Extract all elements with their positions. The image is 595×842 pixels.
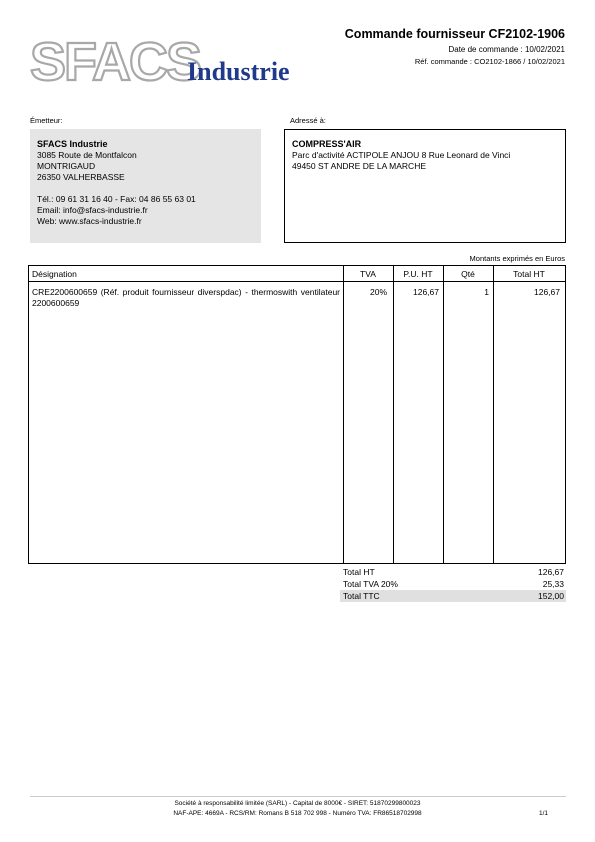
recipient-box — [284, 129, 566, 243]
logo-main-text: SFACS — [30, 32, 201, 90]
column-divider — [343, 266, 344, 563]
col-header-quantity: Qté — [461, 269, 475, 279]
sender-address-line: 3085 Route de Montfalcon — [37, 150, 137, 160]
total-ht-row — [340, 566, 566, 578]
recipient-address-line: Parc d'activité ACTIPOLE ANJOU 8 Rue Leonard de Vinci — [292, 150, 511, 160]
sender-postcode: 26350 VALHERBASSE — [37, 172, 125, 182]
recipient-name: COMPRESS'AIR — [292, 139, 362, 149]
footer-legal-line-2: NAF-APE: 4669A - RCS/RM: Romans B 518 702 998 - Numéro TVA: FR86518702998 — [173, 810, 422, 817]
row-quantity: 1 — [484, 287, 489, 297]
row-total: 126,67 — [534, 287, 560, 297]
sender-label: Émetteur: — [30, 116, 63, 125]
sender-email: Email: info@sfacs-industrie.fr — [37, 205, 148, 215]
total-ht-label: Total HT — [343, 567, 375, 577]
sender-city: MONTRIGAUD — [37, 161, 96, 171]
row-designation: CRE2200600659 (Réf. produit fournisseur diverspdac) - thermoswith ventilateur 2200600659 — [32, 287, 340, 308]
footer-legal-line-1: Société à responsabilité limitée (SARL) - Capital de 8000€ - SIRET: 51870299800023 — [174, 800, 421, 807]
total-ttc-value: 152,00 — [538, 591, 564, 601]
currency-note: Montants exprimés en Euros — [469, 254, 565, 263]
sender-web: Web: www.sfacs-industrie.fr — [37, 216, 142, 226]
company-logo — [30, 30, 320, 90]
col-header-tva: TVA — [360, 269, 376, 279]
row-tva: 20% — [369, 287, 387, 297]
total-tva-row — [340, 578, 566, 590]
order-date: Date de commande : 10/02/2021 — [448, 45, 565, 54]
row-unit-price: 126,67 — [413, 287, 439, 297]
total-tva-label: Total TVA 20% — [343, 579, 398, 589]
column-divider — [443, 266, 444, 563]
column-divider — [393, 266, 394, 563]
order-reference: Réf. commande : CO2102-1866 / 10/02/2021 — [414, 57, 565, 66]
page-number: 1/1 — [538, 810, 548, 817]
document-title: Commande fournisseur CF2102-1906 — [344, 27, 565, 41]
items-table — [28, 265, 566, 564]
sender-phone: Tél.: 09 61 31 16 40 - Fax: 04 86 55 63 01 — [37, 194, 196, 204]
totals-block — [340, 566, 566, 602]
sender-name: SFACS Industrie — [37, 139, 108, 149]
col-header-total: Total HT — [513, 269, 545, 279]
total-ttc-label: Total TTC — [343, 591, 380, 601]
logo-graphic — [30, 30, 320, 90]
header-divider — [29, 281, 565, 282]
total-ttc-row — [340, 590, 566, 602]
sender-box — [30, 129, 261, 243]
col-header-unit-price: P.U. HT — [403, 269, 433, 279]
column-divider — [493, 266, 494, 563]
recipient-label: Adressé à: — [290, 116, 326, 125]
col-header-designation: Désignation — [32, 269, 77, 279]
total-ht-value: 126,67 — [538, 567, 564, 577]
footer-divider — [30, 796, 566, 797]
logo-sub-text: Industrie — [187, 57, 290, 86]
recipient-city: 49450 ST ANDRE DE LA MARCHE — [292, 161, 427, 171]
total-tva-value: 25,33 — [542, 579, 564, 589]
